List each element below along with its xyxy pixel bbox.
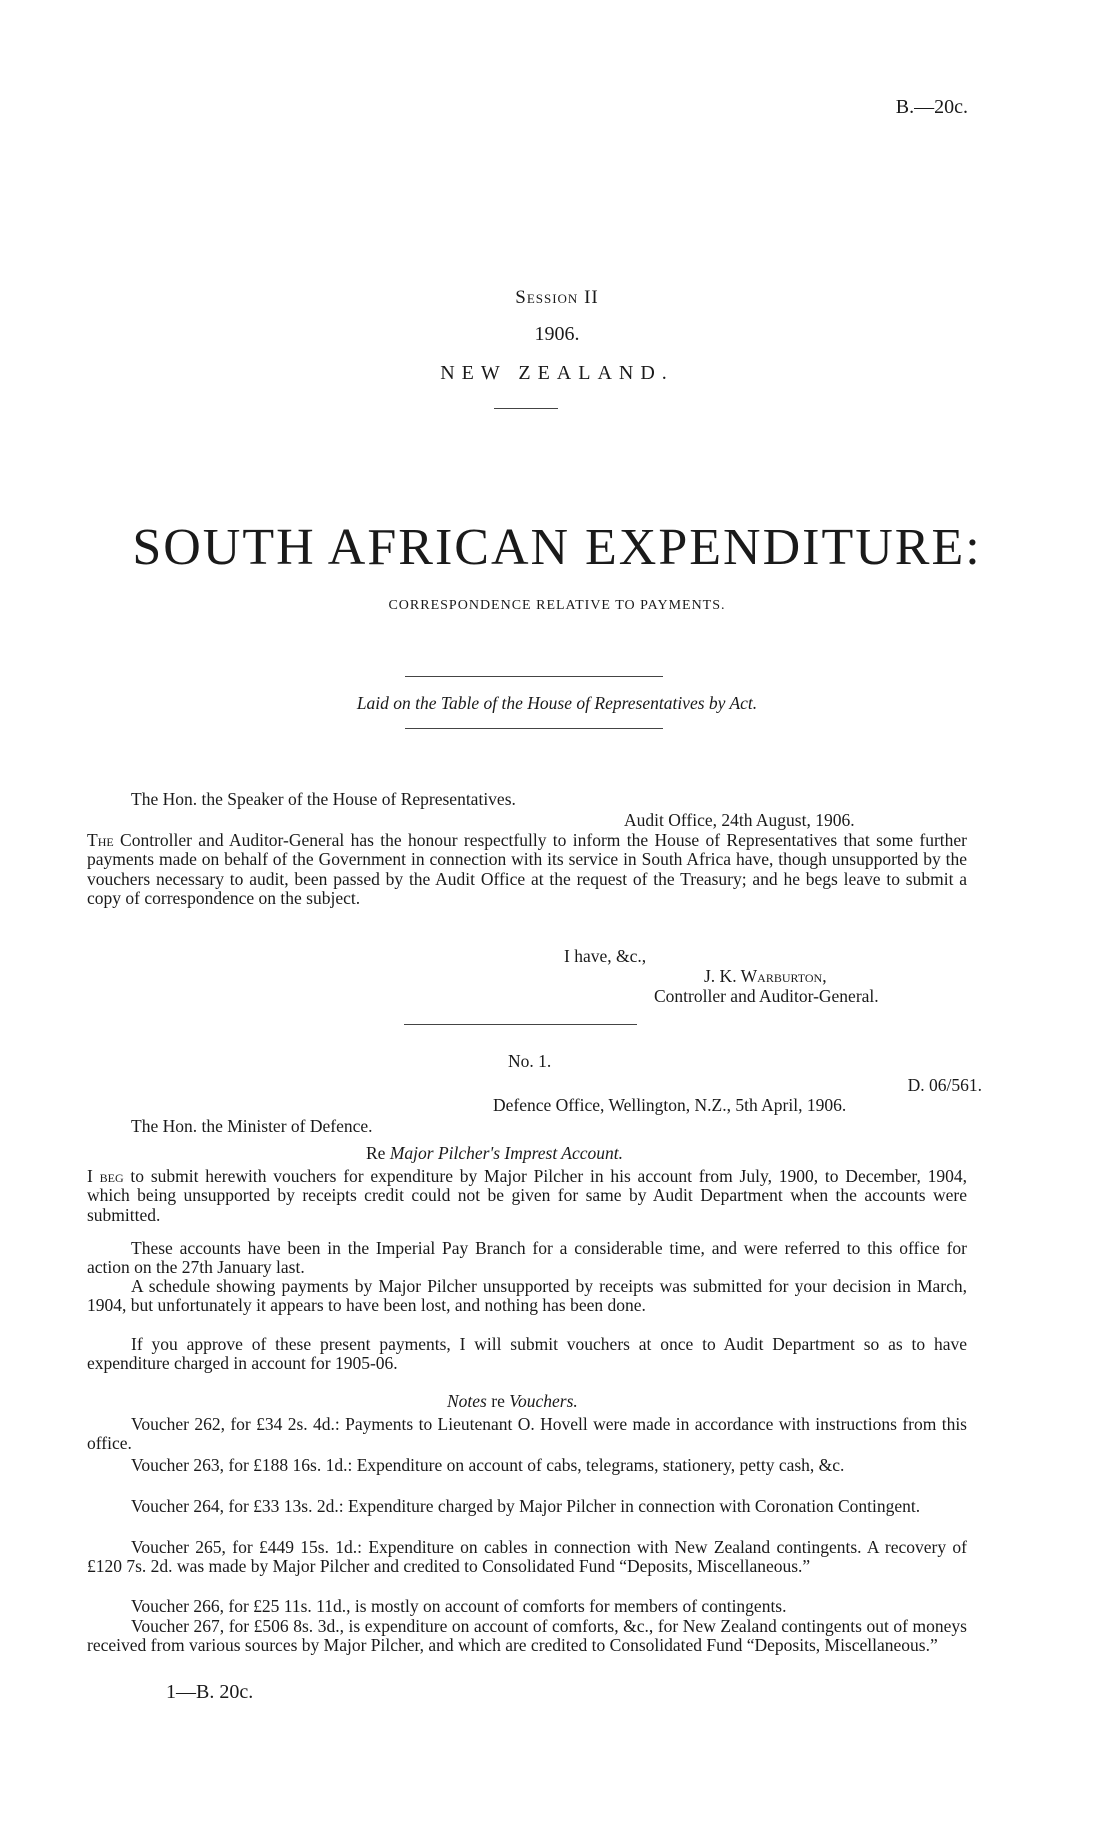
letter-paragraph-3: A schedule showing payments by Major Pilcher unsupported by receipts was submitted for your decision in March, 1904, but unfortunately it appears to have been lost, and nothing has been done. — [87, 1276, 967, 1316]
voucher-264: Voucher 264, for £33 13s. 2d.: Expenditure charged by Major Pilcher in connection with Coronation Contingent. — [131, 1496, 921, 1516]
letter-reference: D. 06/561. — [907, 1075, 982, 1095]
memo-signatory: J. K. Warburton, — [704, 966, 827, 986]
doc-reference: B.—20c. — [895, 96, 968, 118]
letter-paragraph-1: I beg to submit herewith vouchers for expenditure by Major Pilcher in his account from July, 1900, to December, 1904, which being unsupported by receipts credit could not be given for same by Audit Department when the accounts were submitted. — [87, 1166, 968, 1225]
letter-paragraph-2: These accounts have been in the Imperial Pay Branch for a considerable time, and were referred to this office for action on the 27th January last. — [87, 1238, 967, 1278]
memo-closing: I have, &c., — [564, 946, 647, 966]
letter-paragraph-4: If you approve of these present payments, I will submit vouchers at once to Audit Department so as to have expenditure charged in account for 1905-06. — [87, 1334, 967, 1374]
divider-top — [405, 676, 663, 677]
laid-on-table-note: Laid on the Table of the House of Representatives by Act. — [356, 693, 758, 713]
year-label: 1906. — [534, 323, 580, 345]
voucher-263: Voucher 263, for £188 16s. 1d.: Expenditure on account of cabs, telegrams, stationery, petty cash, &c. — [131, 1455, 845, 1475]
voucher-262: Voucher 262, for £34 2s. 4d.: Payments to Lieutenant O. Hovell were made in accordance with instructions from this office. — [87, 1414, 967, 1454]
memo-opening-word: The — [87, 830, 114, 850]
short-divider — [494, 408, 558, 409]
divider-bottom — [405, 728, 663, 729]
memo-body — [87, 831, 967, 908]
main-title: SOUTH AFRICAN EXPENDITURE: — [132, 519, 982, 576]
memo-place-date: Audit Office, 24th August, 1906. — [624, 810, 855, 830]
sheet-reference: 1—B. 20c. — [166, 1681, 254, 1703]
country-label: NEW ZEALAND. — [440, 362, 674, 384]
letter-number: No. 1. — [508, 1051, 552, 1071]
memo-body-text: Controller and Auditor-General has the honour respectfully to inform the House of Representatives that some further payments made on behalf of the Government in connection with its service in South Africa have, though unsupported by the vouchers necessary to audit, been passed by the Audit Office at the request of the Treasury; and he begs leave to submit a copy of correspondence on the subject. — [87, 830, 968, 908]
letter-addressee: The Hon. the Minister of Defence. — [131, 1116, 373, 1136]
memo-signatory-title: Controller and Auditor-General. — [654, 986, 879, 1006]
voucher-265: Voucher 265, for £449 15s. 1d.: Expenditure on cables in connection with New Zealand contingents. A recovery of £120 7s. 2d. was made by Major Pilcher and credited to Consolidated Fund “Deposits, Miscellaneous.” — [87, 1537, 967, 1577]
voucher-266: Voucher 266, for £25 11s. 11d., is mostly on account of comforts for members of contingents. — [131, 1596, 787, 1616]
letter-subject: Re Major Pilcher's Imprest Account. — [366, 1143, 623, 1163]
notes-heading: Notes re Vouchers. — [447, 1391, 578, 1411]
session-label: Session II — [515, 287, 599, 308]
voucher-267: Voucher 267, for £506 8s. 3d., is expenditure on account of comforts, &c., for New Zealand contingents out of moneys received from various sources by Major Pilcher, and which are credited to Consolidated Fund “Deposits, Miscellaneous.” — [87, 1616, 967, 1656]
letter-place-date: Defence Office, Wellington, N.Z., 5th April, 1906. — [493, 1095, 847, 1115]
divider-memo — [404, 1024, 637, 1025]
memo-addressee: The Hon. the Speaker of the House of Representatives. — [131, 789, 516, 809]
subtitle: CORRESPONDENCE RELATIVE TO PAYMENTS. — [388, 598, 726, 613]
